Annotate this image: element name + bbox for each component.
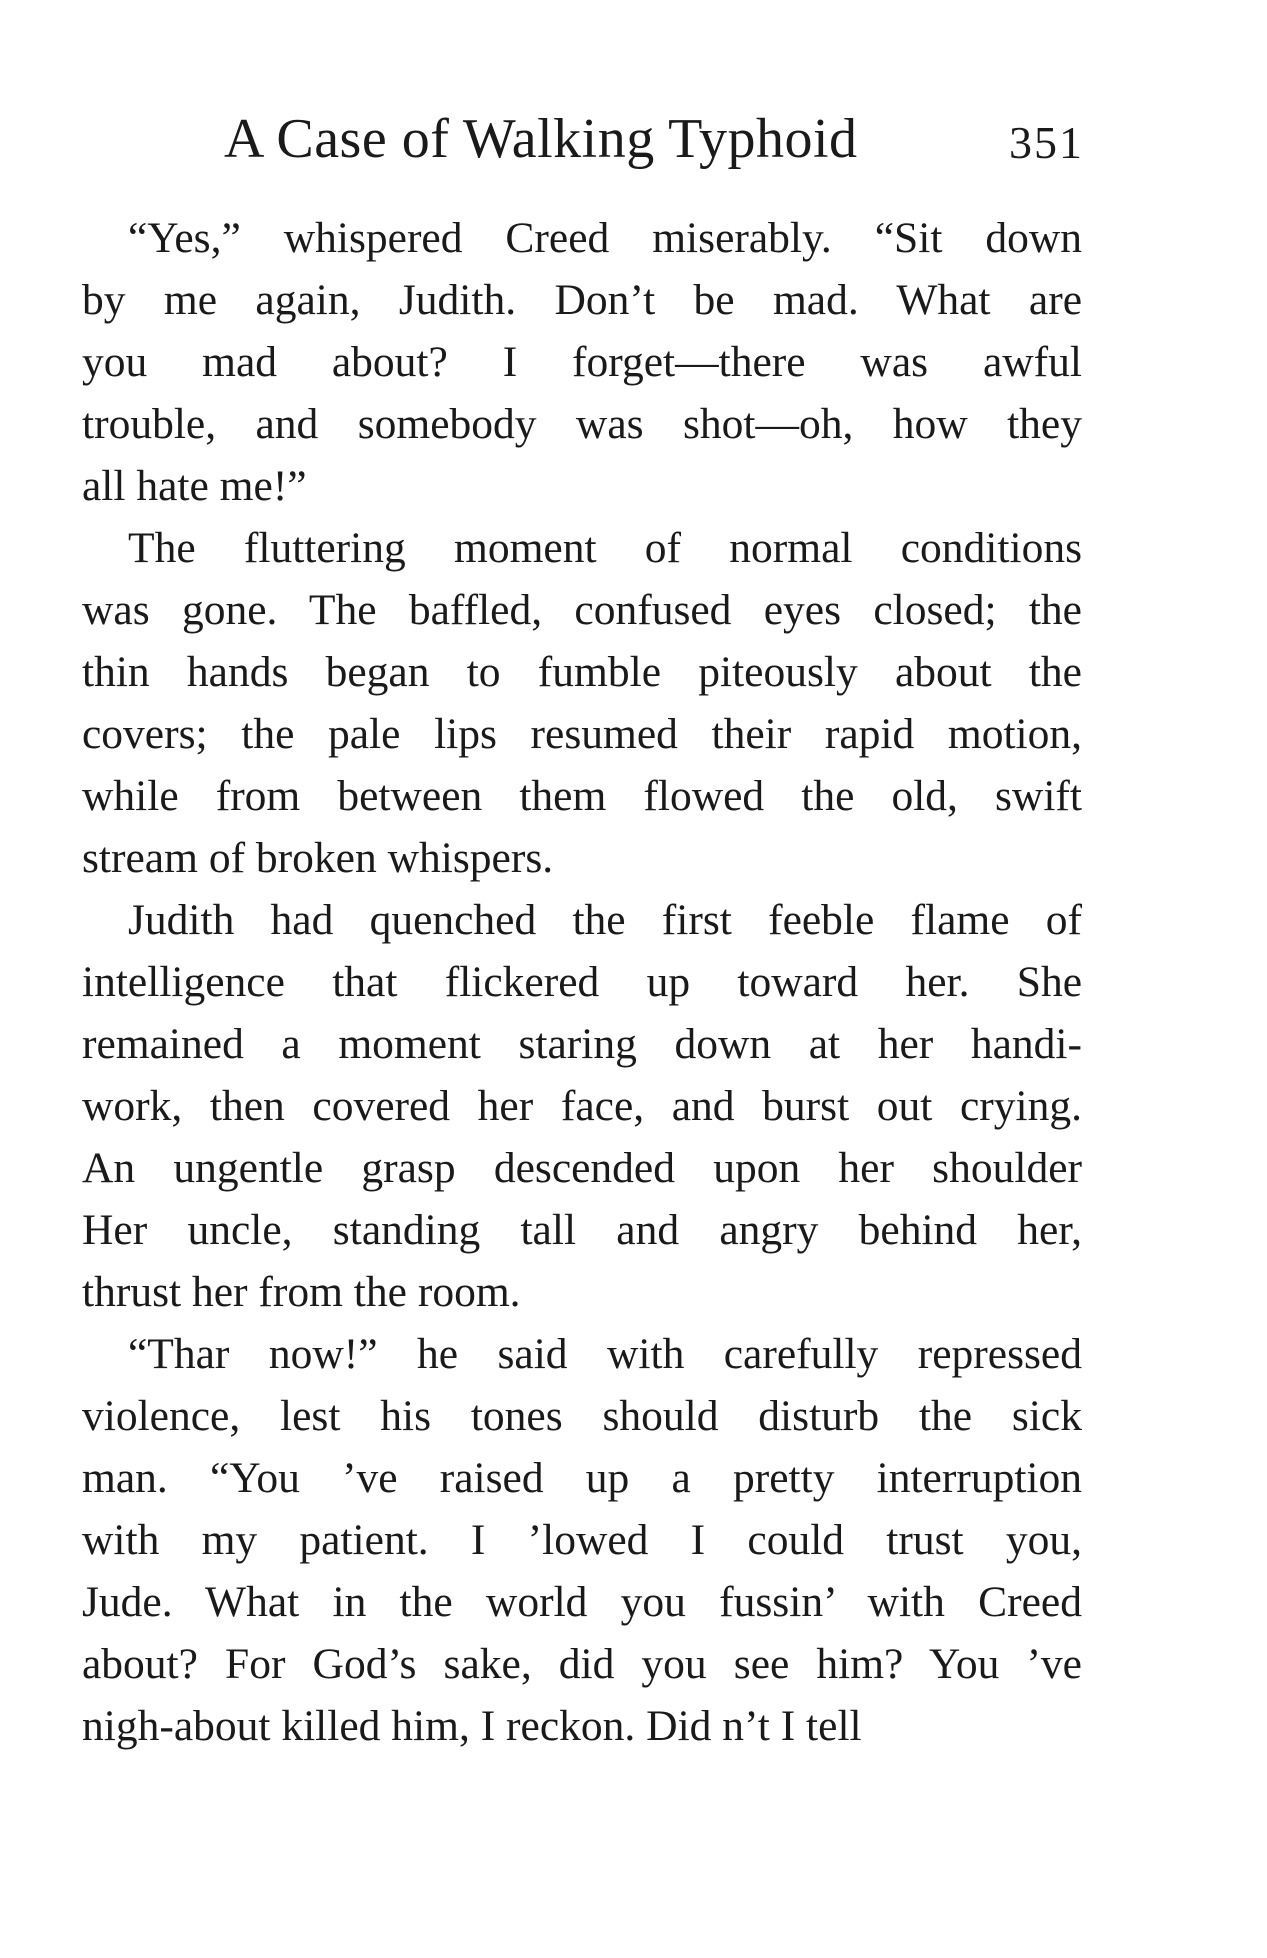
running-head [224,104,1084,174]
text-line: while from between them flowed the old, swift [82,772,1082,820]
text-line: about? For God’s sake, did you see him? You ’ve [82,1640,1082,1688]
text-line: was gone. The baffled, confused eyes closed; the [82,586,1082,634]
text-line: Jude. What in the world you fussin’ with Creed [82,1578,1082,1626]
text-line: man. “You ’ve raised up a pretty interruption [82,1454,1082,1502]
text-line: stream of broken whispers. [82,834,554,882]
text-line: by me again, Judith. Don’t be mad. What are [82,276,1082,324]
paragraph [82,889,1082,1323]
paragraph [82,517,1082,889]
page-number: 351 [1009,117,1084,168]
text-line: work, then covered her face, and burst out crying. [82,1082,1082,1130]
text-line: remained a moment staring down at her handi- [82,1020,1082,1068]
text-line: Judith had quenched the first feeble flame of [128,896,1082,944]
text-line: “Thar now!” he said with carefully repressed [128,1330,1082,1378]
text-line: An ungentle grasp descended upon her shoulder [82,1144,1082,1192]
text-line: with my patient. I ’lowed I could trust you, [82,1516,1082,1564]
text-line: covers; the pale lips resumed their rapid motion, [82,710,1082,758]
text-line: “Yes,” whispered Creed miserably. “Sit down [128,214,1082,262]
body-text [82,207,1082,1757]
text-line: thrust her from the room. [82,1268,521,1316]
text-line: you mad about? I forget—there was awful [82,338,1082,386]
text-line: trouble, and somebody was shot—oh, how they [82,400,1082,448]
text-line: thin hands began to fumble piteously about the [82,648,1082,696]
text-line: nigh-about killed him, I reckon. Did n’t I tell [82,1702,862,1750]
text-line: violence, lest his tones should disturb the sick [82,1392,1082,1440]
text-line: intelligence that flickered up toward her. She [82,958,1082,1006]
paragraph [82,207,1082,517]
text-line: The fluttering moment of normal conditions [128,524,1082,572]
running-title: A Case of Walking Typhoid [224,108,858,170]
text-line: Her uncle, standing tall and angry behind her, [82,1206,1082,1254]
text-line: all hate me!” [82,462,307,510]
paragraph [82,1323,1082,1757]
